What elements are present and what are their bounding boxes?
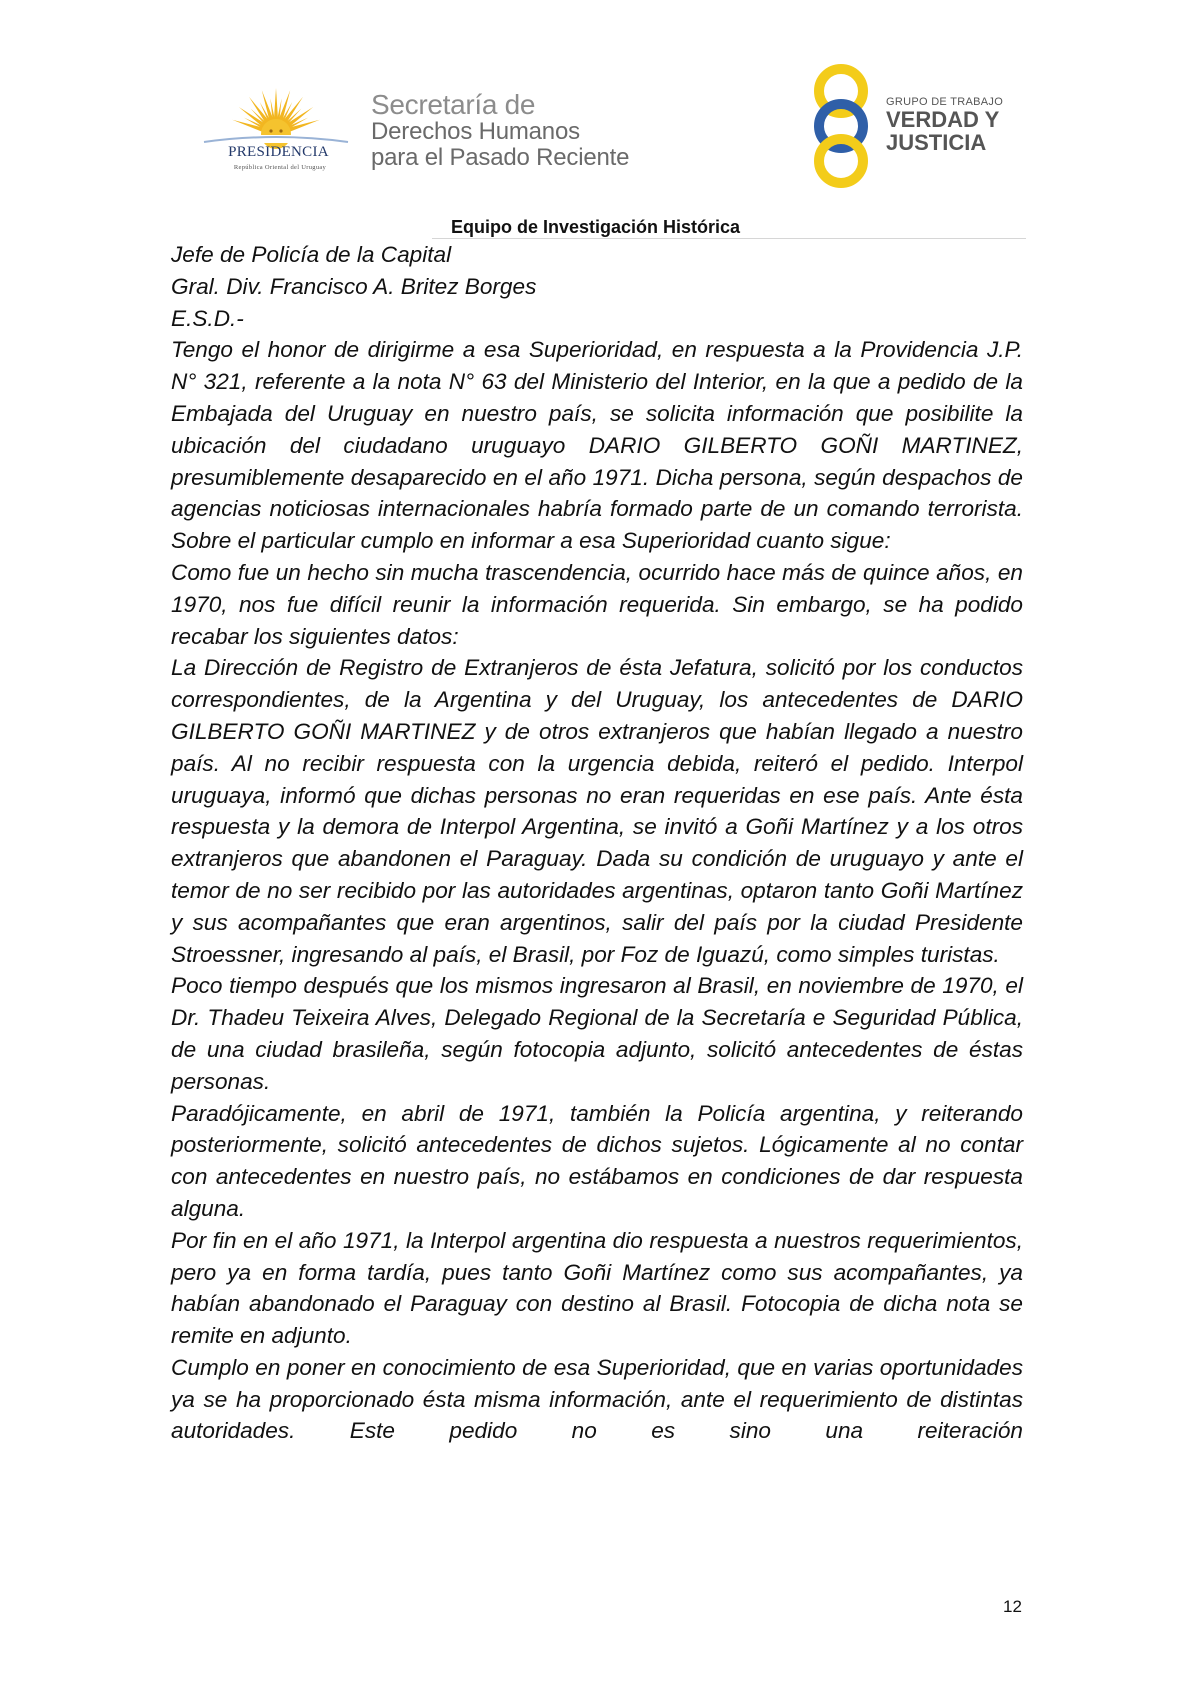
grupo-label: GRUPO DE TRABAJO: [886, 96, 1004, 108]
paragraph: Cumplo en poner en conocimiento de esa Superioridad, que en varias oportunidades ya se ha proporcionado ésta misma información, ante el requerimiento de distintas autoridades. Este pedido no es sino una reiteración: [171, 1354, 1023, 1444]
secretaria-line-2: Derechos Humanos: [371, 118, 580, 145]
page-number: 12: [1003, 1597, 1022, 1616]
paragraph: Paradójicamente, en abril de 1971, también la Policía argentina, y reiterando posteriormente, solicitó antecedentes de dichos sujetos. Lógicamente al no contar con antecedentes en nuestro país, no estábamos en condiciones de dar respuesta alguna.: [171, 1100, 1023, 1221]
salutation: E.S.D.-: [171, 305, 244, 331]
page-header: [0, 0, 1191, 237]
addressee-name: Gral. Div. Francisco A. Britez Borges: [171, 273, 537, 299]
linked-rings-icon: [808, 64, 878, 188]
secretaria-line-1: Secretaría de: [371, 89, 536, 120]
presidencia-logo: [196, 82, 356, 182]
paragraph: Como fue un hecho sin mucha trascendencia, ocurrido hace más de quince años, en 1970, nos fue difícil reunir la información requerida. Sin embargo, se ha podido recabar los siguientes datos:: [171, 559, 1023, 649]
presidencia-wordmark: PRESIDENCIA: [228, 144, 329, 160]
justicia-label: JUSTICIA: [886, 130, 987, 155]
secretaria-wordmark: [371, 90, 711, 171]
verdad-justicia-logo: [808, 64, 1028, 188]
verdad-label: VERDAD Y: [886, 107, 1000, 132]
paragraph: Tengo el honor de dirigirme a esa Superioridad, en respuesta a la Providencia J.P. N° 321, referente a la nota N° 63 del Ministerio del Interior, en la que a pedido de la Embajada del Uruguay en nuestro país, se solicita información que posibilite la ubicación del ciudadano uruguayo DARIO GILBERTO GOÑI MARTINEZ, presumiblemente desaparecido en el año 1971. Dicha persona, según despachos de agencias noticiosas internacionales habría formado parte de un comando terrorista. Sobre el particular cumplo en informar a esa Superioridad cuanto sigue:: [171, 337, 1023, 554]
sun-emblem-icon: [196, 82, 356, 152]
paragraph: Por fin en el año 1971, la Interpol argentina dio respuesta a nuestros requerimientos, pero ya en forma tardía, pues tanto Goñi Martínez como sus acompañantes, ya habían abandonado el Paraguay con destino al Brasil. Fotocopia de dicha nota se remite en adjunto.: [171, 1227, 1023, 1349]
document-body: [171, 239, 1023, 1447]
team-title: Equipo de Investigación Histórica: [450, 217, 741, 237]
paragraph: Poco tiempo después que los mismos ingresaron al Brasil, en noviembre de 1970, el Dr. Thadeu Teixeira Alves, Delegado Regional de la Secretaría e Seguridad Pública, de una ciudad brasileña, según fotocopia adjunto, solicitó antecedentes de éstas personas.: [171, 973, 1023, 1094]
presidencia-subtitle: República Oriental del Uruguay: [233, 164, 327, 171]
secretaria-line-3: para el Pasado Reciente: [371, 144, 630, 171]
paragraph: La Dirección de Registro de Extranjeros de ésta Jefatura, solicitó por los conductos correspondientes, de la Argentina y del Uruguay, los antecedentes de DARIO GILBERTO GOÑI MARTINEZ y de otros extranjeros que habían llegado a nuestro país. Al no recibir respuesta con la urgencia debida, reiteró el pedido. Interpol uruguaya, informó que dichas personas no eran requeridas en ese país. Ante ésta respuesta y la demora de Interpol Argentina, se invitó a Goñi Martínez y a los otros extranjeros que abandonen el Paraguay. Dada su condición de uruguayo y ante el temor de no ser recibido por las autoridades argentinas, optaron tanto Goñi Martínez y sus acompañantes que eran argentinos, salir del país por la ciudad Presidente Stroessner, ingresando al país, el Brasil, por Foz de Iguazú, como simples turistas.: [171, 655, 1023, 967]
addressee-line: Jefe de Policía de la Capital: [171, 242, 452, 267]
